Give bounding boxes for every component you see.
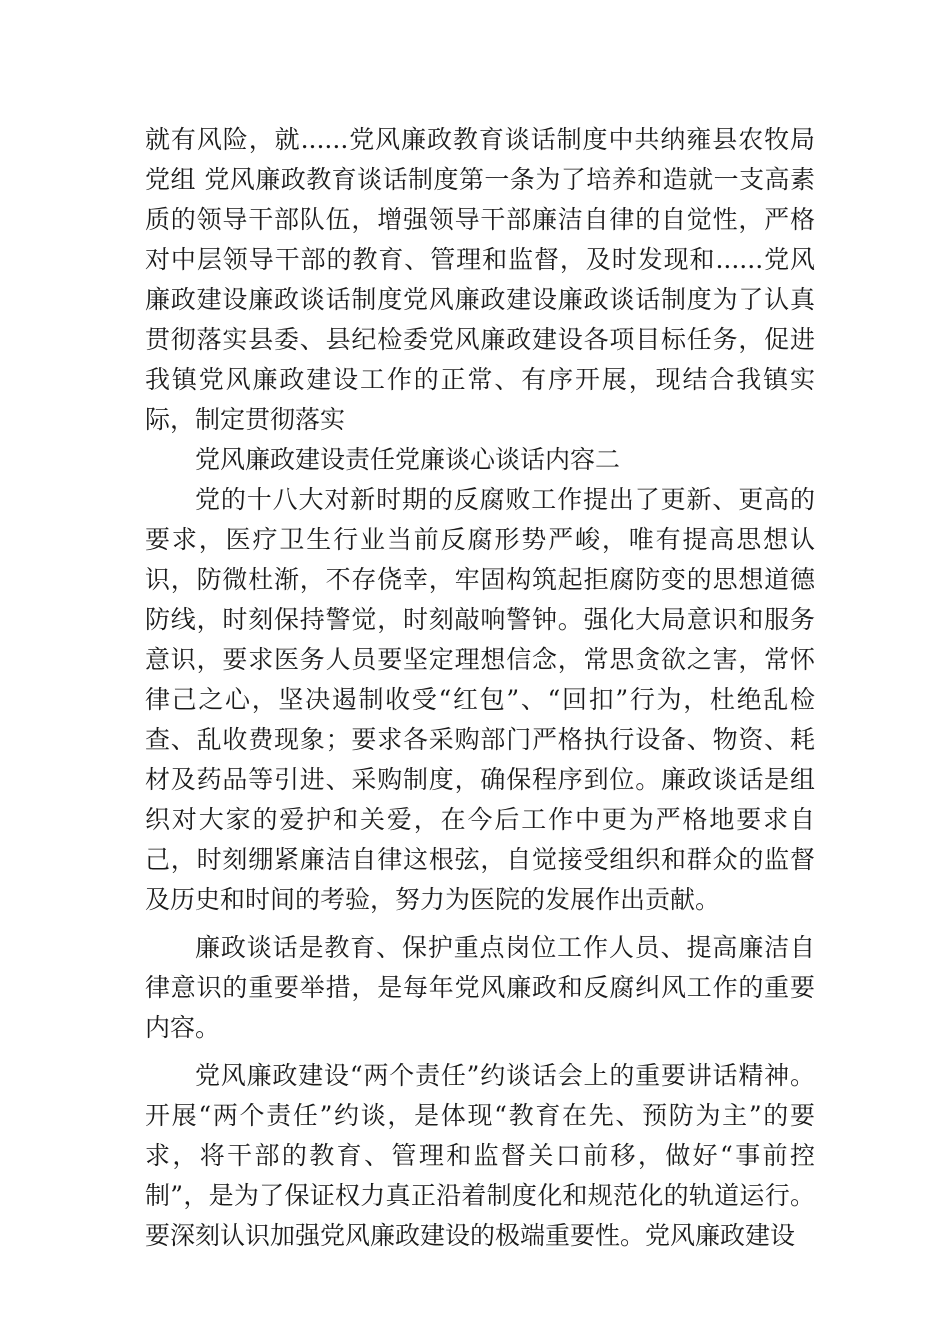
paragraph-4: 党风廉政建设“两个责任”约谈话会上的重要讲话精神。开展“两个责任”约谈，是体现“教育在先、预防为主”的要求，将干部的教育、管理和监督关口前移，做好“事前控制”，是为了保证权力真正沿着制度化和规范化的轨道运行。要深刻认识加强党风廉政建设的极端重要性。党风廉政建设 <box>145 1061 815 1250</box>
document-body <box>145 120 815 1256</box>
section-heading: 党风廉政建设责任党廉谈心谈话内容二 <box>195 445 621 474</box>
paragraph-3: 廉政谈话是教育、保护重点岗位工作人员、提高廉洁自律意识的重要举措，是每年党风廉政和反腐纠风工作的重要内容。 <box>145 933 815 1042</box>
paragraph-1: 就有风险，就......党风廉政教育谈话制度中共纳雍县农牧局党组 党风廉政教育谈话制度第一条为了培养和造就一支高素质的领导干部队伍，增强领导干部廉洁自律的自觉性，严格对中层领导干部的教育、管理和监督，及时发现和......党风廉政建设廉政谈话制度党风廉政建设廉政谈话制度为了认真贯彻落实县委、县纪检委党风廉政建设各项目标任务，促进我镇党风廉政建设工作的正常、有序开展，现结合我镇实际，制定贯彻落实 <box>145 125 815 434</box>
paragraph-2: 党的十八大对新时期的反腐败工作提出了更新、更高的要求，医疗卫生行业当前反腐形势严峻，唯有提高思想认识，防微杜渐，不存侥幸，牢固构筑起拒腐防变的思想道德防线，时刻保持警觉，时刻敲响警钟。强化大局意识和服务意识，要求医务人员要坚定理想信念，常思贪欲之害，常怀律己之心，坚决遏制收受“红包”、“回扣”行为，杜绝乱检查、乱收费现象；要求各采购部门严格执行设备、物资、耗材及药品等引进、采购制度，确保程序到位。廉政谈话是组织对大家的爱护和关爱，在今后工作中更为严格地要求自己，时刻绷紧廉洁自律这根弦，自觉接受组织和群众的监督及历史和时间的考验，努力为医院的发展作出贡献。 <box>145 485 815 914</box>
